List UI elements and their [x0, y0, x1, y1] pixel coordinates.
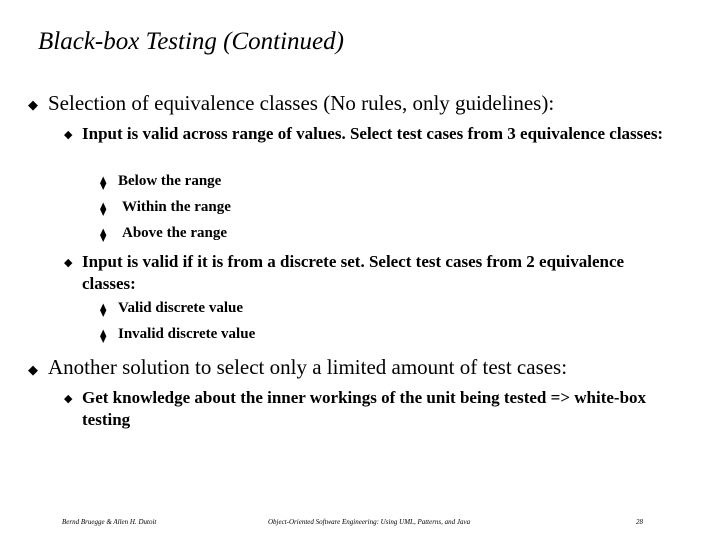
diamond-bullet-icon: ◆	[64, 129, 73, 141]
bullet-inner-workings: Get knowledge about the inner workings of the unit being tested => white-box testing	[82, 388, 647, 429]
diamond-bullet-icon: ◆	[28, 97, 38, 112]
slide-title: Black-box Testing (Continued)	[38, 28, 344, 55]
list-item-below-range: Below the range	[118, 173, 222, 189]
bullet-range-of-values: Input is valid across range of values. Select test cases from 3 equivalence classes:	[82, 124, 664, 143]
diamond-bullet-icon: ◆	[64, 393, 73, 405]
lozenge-bullet-icon: ⧫	[100, 328, 107, 343]
bullet-discrete-set: Input is valid if it is from a discrete set. Select test cases from 2 equivalence classes:	[82, 252, 625, 293]
list-item-invalid-discrete: Invalid discrete value	[118, 326, 256, 342]
lozenge-bullet-icon: ⧫	[100, 175, 107, 190]
list-item-valid-discrete: Valid discrete value	[118, 300, 244, 316]
lozenge-bullet-icon: ⧫	[100, 302, 107, 317]
bullet-another-solution: Another solution to select only a limited amount of test cases:	[48, 355, 568, 379]
lozenge-bullet-icon: ⧫	[100, 227, 107, 242]
bullet-equivalence-classes: Selection of equivalence classes (No rules, only guidelines):	[48, 91, 555, 115]
list-item-above-range: Above the range	[122, 225, 227, 241]
diamond-bullet-icon: ◆	[28, 362, 38, 377]
list-item-within-range: Within the range	[122, 199, 231, 215]
lozenge-bullet-icon: ⧫	[100, 201, 107, 216]
diamond-bullet-icon: ◆	[64, 257, 73, 269]
footer-authors: Bernd Bruegge & Allen H. Dutoit	[62, 518, 157, 526]
footer-book-title: Object-Oriented Software Engineering: Using UML, Patterns, and Java	[268, 518, 471, 526]
footer-page-number: 28	[636, 518, 643, 526]
